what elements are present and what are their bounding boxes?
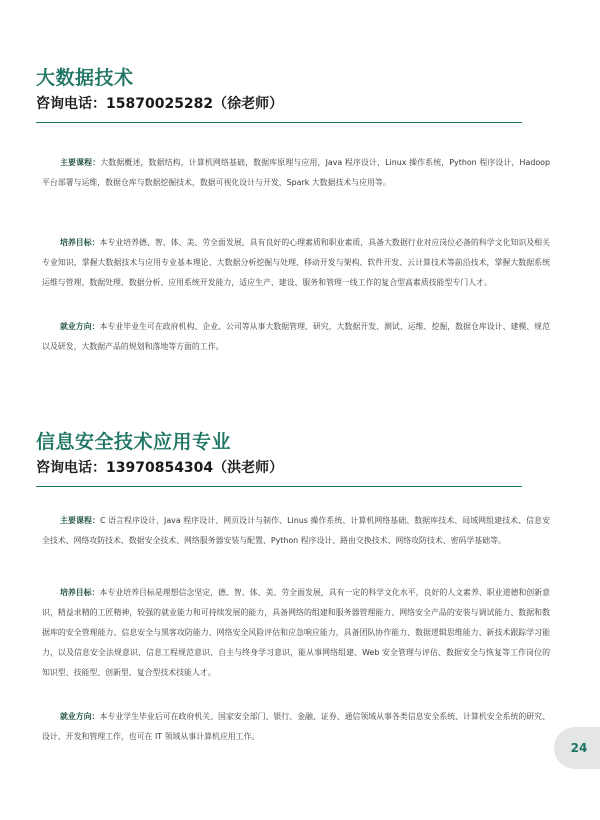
- courses-text: 大数据概述，数据结构，计算机网络基础，数据库原理与应用，Java 程序设计，Linux 操作系统，Python 程序设计，Hadoop 平台部署与运维，数据仓库与数据挖掘技术，数据可视化设计与开发，Spark 大数据技术与应用等。: [42, 158, 550, 187]
- goals-label: 培养目标：: [60, 588, 100, 597]
- career-paragraph: [42, 317, 550, 357]
- career-paragraph: [42, 707, 550, 747]
- goals-text: 本专业培养目标是理想信念坚定，德、智、体、美、劳全面发展，具有一定的科学文化水平，良好的人文素养、职业道德和创新意识，精益求精的工匠精神，较强的就业能力和可持续发展的能力，具备网络的组建和服务器管理能力、网络安全产品的安装与调试能力、数据和数据库的安全管理能力、信息安全与黑客攻防能力、网络安全风险评估和应急响应能力，具备团队协作能力、数据逻辑思维能力、新技术跟踪学习能力，以及信息安全法规意识、信息工程规范意识、自主与终身学习意识，能从事网络组建、Web 安全管理与评估、数据安全与恢复等工作岗位的知识型、技能型、创新型、复合型技术技能人才。: [42, 588, 550, 677]
- goals-text: 本专业培养德、智、体、美、劳全面发展，具有良好的心理素质和职业素质，具备大数据行业对应岗位必备的科学文化知识及相关专业知识，掌握大数据技术与应用专业基本理论、大数据分析挖掘与处理、移动开发与架构、软件开发、云计算技术等前沿技术，掌握大数据系统运维与管理、数据处理、数据分析、应用系统开发能力，适应生产、建设、服务和管理一线工作的复合型高素质技能型专门人才。: [42, 238, 550, 287]
- career-label: 就业方向：: [60, 322, 100, 331]
- section-info-security: [36, 430, 562, 487]
- goals-paragraph: [42, 233, 550, 293]
- section-divider: [36, 122, 522, 123]
- contact-phone: 咨询电话：13970854304（洪老师）: [36, 460, 284, 476]
- section-big-data: [36, 66, 562, 123]
- career-text: 本专业毕业生可在政府机构、企业、公司等从事大数据管理、研究，大数据开发、测试、运维、挖掘，数据仓库设计、建模、规范以及研发，大数据产品的规划和落地等方面的工作。: [42, 322, 550, 351]
- career-text: 本专业学生毕业后可在政府机关、国家安全部门、银行、金融、证券、通信领域从事各类信息安全系统、计算机安全系统的研究、设计、开发和管理工作，也可在 IT 领域从事计算机应用工作。: [42, 712, 550, 741]
- section-title: 大数据技术: [36, 67, 134, 89]
- career-label: 就业方向：: [60, 712, 100, 721]
- courses-paragraph: [42, 511, 550, 551]
- courses-text: C 语言程序设计、Java 程序设计、网页设计与制作、Linus 操作系统、计算机网络基础、数据库技术、局域网组建技术、信息安全技术、网络攻防技术、数据安全技术、网络服务器安装与配置、Python 程序设计、路由交换技术、网络攻防技术、密码学基础等。: [42, 516, 550, 545]
- goals-label: 培养目标：: [60, 238, 100, 247]
- section-title: 信息安全技术应用专业: [36, 431, 232, 453]
- page-number: 24: [570, 741, 588, 755]
- courses-label: 主要课程：: [60, 516, 100, 525]
- section-divider: [36, 486, 522, 487]
- contact-phone: 咨询电话：15870025282（徐老师）: [36, 96, 284, 112]
- page-number-tab: [554, 727, 600, 769]
- goals-paragraph: [42, 583, 550, 683]
- courses-paragraph: [42, 153, 550, 193]
- courses-label: 主要课程：: [60, 158, 101, 167]
